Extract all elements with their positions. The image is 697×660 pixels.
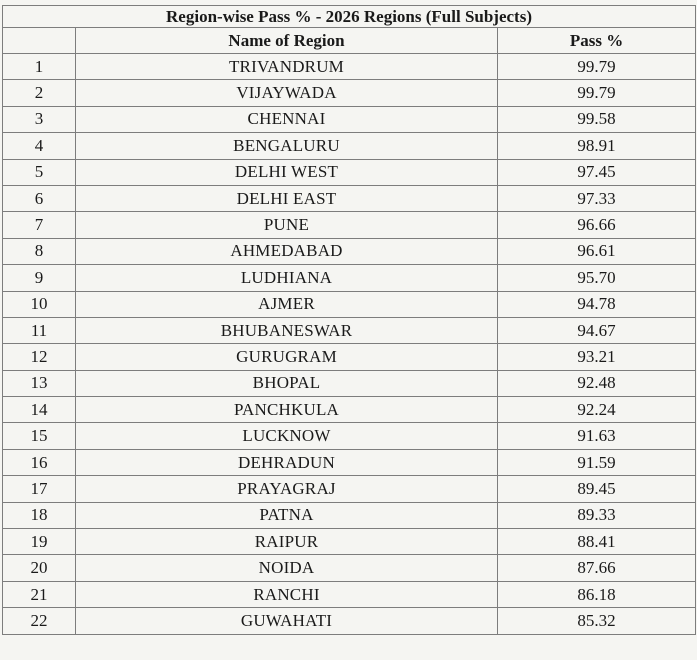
row-serial-number: 10	[3, 291, 76, 317]
table-row	[3, 291, 696, 317]
row-pass-percent: 97.45	[498, 159, 696, 185]
row-pass-percent: 96.66	[498, 212, 696, 238]
row-pass-percent: 96.61	[498, 238, 696, 264]
table-title-row	[3, 6, 696, 28]
table-row	[3, 159, 696, 185]
table-row	[3, 608, 696, 634]
table-row	[3, 449, 696, 475]
row-serial-number: 1	[3, 54, 76, 80]
row-region-name: BENGALURU	[76, 133, 498, 159]
table-row	[3, 555, 696, 581]
row-pass-percent: 99.58	[498, 106, 696, 132]
table-row	[3, 185, 696, 211]
row-pass-percent: 93.21	[498, 344, 696, 370]
row-pass-percent: 86.18	[498, 581, 696, 607]
row-serial-number: 22	[3, 608, 76, 634]
row-region-name: BHOPAL	[76, 370, 498, 396]
row-serial-number: 19	[3, 529, 76, 555]
row-serial-number: 6	[3, 185, 76, 211]
row-region-name: GUWAHATI	[76, 608, 498, 634]
row-region-name: LUDHIANA	[76, 265, 498, 291]
row-pass-percent: 98.91	[498, 133, 696, 159]
row-region-name: DELHI WEST	[76, 159, 498, 185]
table-row	[3, 133, 696, 159]
row-region-name: GURUGRAM	[76, 344, 498, 370]
table-title: Region-wise Pass % - 2026 Regions (Full Subjects)	[3, 6, 696, 28]
row-serial-number: 7	[3, 212, 76, 238]
column-header-pass: Pass %	[498, 28, 696, 54]
row-pass-percent: 88.41	[498, 529, 696, 555]
row-pass-percent: 99.79	[498, 80, 696, 106]
table-row	[3, 423, 696, 449]
row-region-name: CHENNAI	[76, 106, 498, 132]
row-region-name: VIJAYWADA	[76, 80, 498, 106]
row-pass-percent: 95.70	[498, 265, 696, 291]
row-serial-number: 3	[3, 106, 76, 132]
row-region-name: AHMEDABAD	[76, 238, 498, 264]
row-serial-number: 17	[3, 476, 76, 502]
row-pass-percent: 94.78	[498, 291, 696, 317]
row-pass-percent: 92.48	[498, 370, 696, 396]
row-pass-percent: 91.63	[498, 423, 696, 449]
row-pass-percent: 92.24	[498, 397, 696, 423]
row-serial-number: 15	[3, 423, 76, 449]
row-serial-number: 18	[3, 502, 76, 528]
row-pass-percent: 97.33	[498, 185, 696, 211]
row-region-name: RAIPUR	[76, 529, 498, 555]
row-region-name: BHUBANESWAR	[76, 317, 498, 343]
row-region-name: PUNE	[76, 212, 498, 238]
row-serial-number: 5	[3, 159, 76, 185]
row-region-name: AJMER	[76, 291, 498, 317]
table-row	[3, 581, 696, 607]
row-region-name: PANCHKULA	[76, 397, 498, 423]
row-pass-percent: 94.67	[498, 317, 696, 343]
row-region-name: LUCKNOW	[76, 423, 498, 449]
table-row	[3, 54, 696, 80]
table-row	[3, 476, 696, 502]
row-pass-percent: 87.66	[498, 555, 696, 581]
table-body	[3, 54, 696, 635]
row-serial-number: 13	[3, 370, 76, 396]
row-region-name: TRIVANDRUM	[76, 54, 498, 80]
row-serial-number: 12	[3, 344, 76, 370]
row-serial-number: 2	[3, 80, 76, 106]
row-pass-percent: 91.59	[498, 449, 696, 475]
row-region-name: DELHI EAST	[76, 185, 498, 211]
row-region-name: NOIDA	[76, 555, 498, 581]
row-pass-percent: 85.32	[498, 608, 696, 634]
column-header-row	[3, 28, 696, 54]
table-row	[3, 529, 696, 555]
row-serial-number: 14	[3, 397, 76, 423]
region-pass-table	[2, 5, 696, 635]
row-pass-percent: 89.45	[498, 476, 696, 502]
row-region-name: PATNA	[76, 502, 498, 528]
table-row	[3, 265, 696, 291]
table-row	[3, 397, 696, 423]
row-serial-number: 4	[3, 133, 76, 159]
row-serial-number: 11	[3, 317, 76, 343]
table-row	[3, 106, 696, 132]
row-pass-percent: 89.33	[498, 502, 696, 528]
row-serial-number: 20	[3, 555, 76, 581]
column-header-name: Name of Region	[76, 28, 498, 54]
row-pass-percent: 99.79	[498, 54, 696, 80]
row-region-name: DEHRADUN	[76, 449, 498, 475]
row-serial-number: 8	[3, 238, 76, 264]
table-row	[3, 317, 696, 343]
table-row	[3, 370, 696, 396]
row-region-name: RANCHI	[76, 581, 498, 607]
table-row	[3, 212, 696, 238]
table-row	[3, 238, 696, 264]
row-serial-number: 9	[3, 265, 76, 291]
table-row	[3, 502, 696, 528]
row-serial-number: 21	[3, 581, 76, 607]
row-region-name: PRAYAGRAJ	[76, 476, 498, 502]
column-header-sno	[3, 28, 76, 54]
table-row	[3, 80, 696, 106]
table-row	[3, 344, 696, 370]
row-serial-number: 16	[3, 449, 76, 475]
